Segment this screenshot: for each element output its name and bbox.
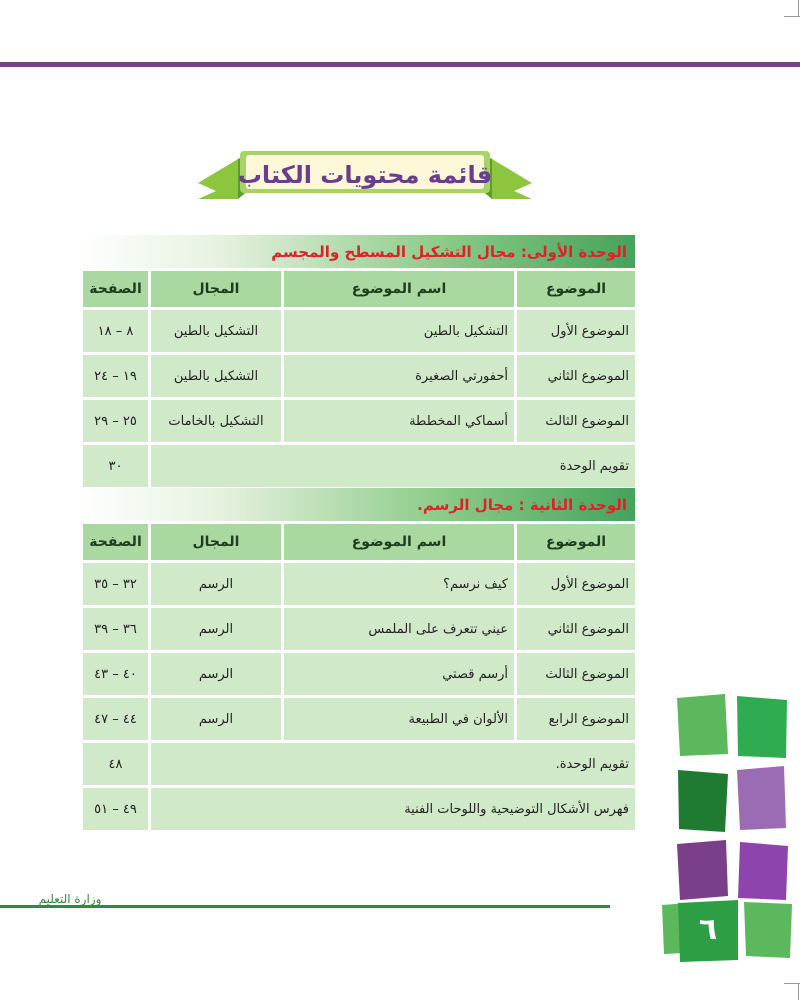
cell-field: التشكيل بالخامات [151, 400, 281, 442]
table-row [83, 355, 635, 397]
cell-topic: الموضوع الأول [517, 310, 635, 352]
page-number: ٦ [698, 912, 718, 947]
cell-index: فهرس الأشكال التوضيحية واللوحات الفنية [151, 788, 635, 830]
cell-field: الرسم [151, 698, 281, 740]
table-row [83, 310, 635, 352]
cell-topic: الموضوع الثاني [517, 355, 635, 397]
cell-field: التشكيل بالطين [151, 355, 281, 397]
cell-topic: الموضوع الثاني [517, 608, 635, 650]
cell-topic: الموضوع الأول [517, 563, 635, 605]
cell-name: عيني تتعرف على الملمس [284, 608, 514, 650]
cell-field: التشكيل بالطين [151, 310, 281, 352]
table-row [83, 400, 635, 442]
table-row [83, 653, 635, 695]
col-header-field: المجال [151, 524, 281, 560]
unit-evaluation-row [83, 743, 635, 785]
col-header-name: اسم الموضوع [284, 271, 514, 307]
top-divider [0, 62, 800, 67]
page-title: قائمة محتويات الكتاب [237, 161, 493, 189]
unit1-header-bar [80, 235, 635, 269]
ministry-logo-text: وزارة التعليم [38, 892, 102, 906]
cell-page: ٤٩ – ٥١ [83, 788, 148, 830]
cell-name: التشكيل بالطين [284, 310, 514, 352]
cell-field: الرسم [151, 653, 281, 695]
unit2-header-bar [80, 488, 635, 522]
col-header-field: المجال [151, 271, 281, 307]
crop-mark [798, 0, 799, 16]
table-row [83, 608, 635, 650]
cell-page: ٣٠ [83, 445, 148, 487]
cell-field: الرسم [151, 608, 281, 650]
cell-page: ٤٤ – ٤٧ [83, 698, 148, 740]
unit1-title: الوحدة الأولى: مجال التشكيل المسطح والمجسم [271, 243, 627, 261]
crop-mark [784, 16, 800, 17]
cell-page: ١٩ – ٢٤ [83, 355, 148, 397]
title-banner [190, 145, 540, 205]
cell-page: ٢٥ – ٢٩ [83, 400, 148, 442]
cell-page: ٣٢ – ٣٥ [83, 563, 148, 605]
col-header-topic: الموضوع [517, 524, 635, 560]
cell-topic: الموضوع الثالث [517, 400, 635, 442]
unit2-table [80, 521, 638, 833]
cell-evaluation: تقويم الوحدة [151, 445, 635, 487]
cell-field: الرسم [151, 563, 281, 605]
col-header-name: اسم الموضوع [284, 524, 514, 560]
cell-name: كيف نرسم؟ [284, 563, 514, 605]
cell-page: ٤٨ [83, 743, 148, 785]
cell-page: ٨ – ١٨ [83, 310, 148, 352]
table-header-row [83, 271, 635, 307]
cell-name: الألوان في الطبيعة [284, 698, 514, 740]
cell-name: أرسم قصتي [284, 653, 514, 695]
cell-topic: الموضوع الثالث [517, 653, 635, 695]
col-header-page: الصفحة [83, 524, 148, 560]
unit1-table [80, 268, 638, 490]
col-header-topic: الموضوع [517, 271, 635, 307]
col-header-page: الصفحة [83, 271, 148, 307]
unit2-title: الوحدة الثانية : مجال الرسم. [417, 496, 627, 514]
cell-name: أسماكي المخططة [284, 400, 514, 442]
unit-evaluation-row [83, 445, 635, 487]
table-row [83, 563, 635, 605]
table-row [83, 698, 635, 740]
cell-page: ٤٠ – ٤٣ [83, 653, 148, 695]
cell-topic: الموضوع الرابع [517, 698, 635, 740]
cell-evaluation: تقويم الوحدة. [151, 743, 635, 785]
table-header-row [83, 524, 635, 560]
index-row [83, 788, 635, 830]
cell-name: أحفورتي الصغيرة [284, 355, 514, 397]
cell-page: ٣٦ – ٣٩ [83, 608, 148, 650]
